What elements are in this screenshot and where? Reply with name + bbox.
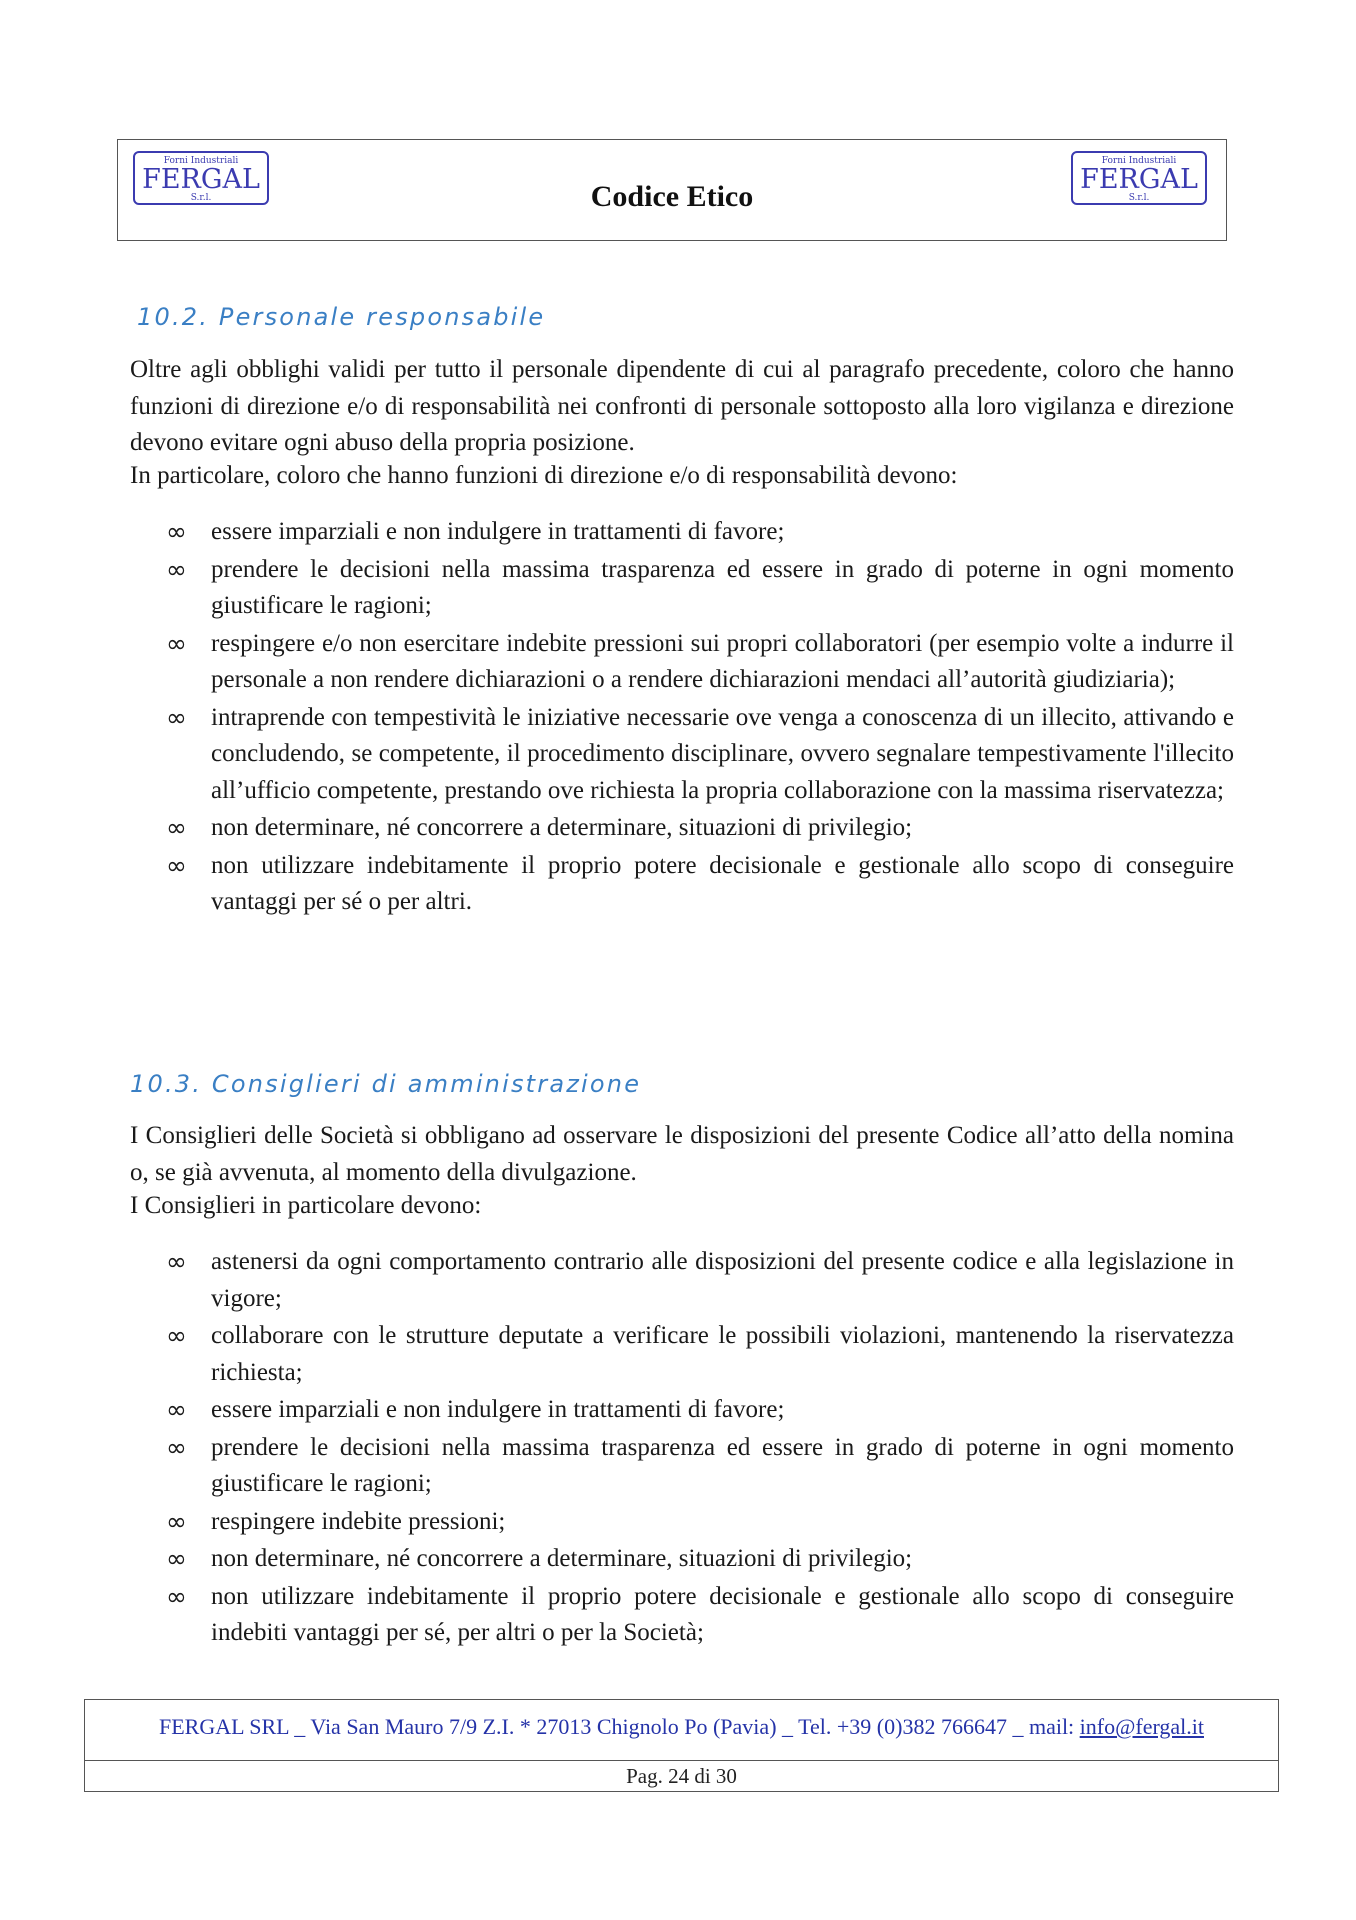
list-item: ∞ non utilizzare indebitamente il proprio potere decisionale e gestionale allo scopo di conseguire vantaggi per sé o per altri. (0, 848, 1234, 921)
list-item: ∞ non determinare, né concorrere a determinare, situazioni di privilegio; (0, 810, 1234, 847)
list-item: ∞ intraprende con tempestività le iniziative necessarie ove venga a conoscenza di un illecito, attivando e concludendo, se competente, il procedimento disciplinare, ovvero segnalare tempestivamente l'illecito all’ufficio competente, prestando ove richiesta la propria collaborazione con la massima riservatezza; (0, 700, 1234, 810)
infinity-bullet-icon: ∞ (166, 1321, 187, 1350)
list-item: ∞ non determinare, né concorrere a determinare, situazioni di privilegio; (0, 1541, 1234, 1578)
list-lead: I Consiglieri in particolare devono: (130, 1192, 482, 1219)
paragraph: I Consiglieri delle Società si obbligano ad osservare le disposizioni del presente Codice all’atto della nomina o, se già avvenuta, al momento della divulgazione. (130, 1122, 1234, 1186)
infinity-bullet-icon: ∞ (166, 517, 187, 546)
infinity-bullet-icon: ∞ (166, 1581, 187, 1611)
paragraph: Oltre agli obblighi validi per tutto il personale dipendente di cui al paragrafo precedente, coloro che hanno funzioni di direzione e/o di responsabilità nei confronti di personale sottoposto alla loro vigilanza e direzione devono evitare ogni abuso della propria posizione. (130, 356, 1234, 456)
page-number: Pag. 24 di 30 (626, 1764, 737, 1788)
infinity-bullet-icon: ∞ (166, 1395, 187, 1424)
infinity-bullet-icon: ∞ (166, 702, 187, 732)
logo-top-text: Forni Industriali (1101, 156, 1177, 166)
logo-top-text: Forni Industriali (163, 156, 239, 166)
infinity-bullet-icon: ∞ (166, 1506, 187, 1536)
logo-name: FERGAL (142, 164, 260, 195)
logo-suffix: S.r.l. (190, 193, 212, 203)
infinity-bullet-icon: ∞ (166, 813, 187, 842)
infinity-bullet-icon: ∞ (166, 554, 187, 584)
logo-name: FERGAL (1080, 164, 1198, 195)
list-item: ∞ collaborare con le strutture deputate a verificare le possibili violazioni, mantenendo la riservatezza richiesta; (0, 1318, 1234, 1391)
infinity-bullet-icon: ∞ (166, 1432, 187, 1462)
company-address: FERGAL SRL _ Via San Mauro 7/9 Z.I. * 27013 Chignolo Po (Pavia) _ Tel. +39 (0)382 766647 _ mail: (159, 1714, 1080, 1739)
list-lead: In particolare, coloro che hanno funzioni di direzione e/o di responsabilità devono: (130, 462, 958, 489)
section-heading: 10.3. Consiglieri di amministrazione (130, 1070, 642, 1098)
infinity-bullet-icon: ∞ (166, 628, 187, 658)
document-title: Codice Etico (590, 180, 754, 213)
list-item: ∞ respingere e/o non esercitare indebite pressioni sui propri collaboratori (per esempio volte a indurre il personale a non rendere dichiarazioni o a rendere dichiarazioni mendaci all’autorità giudiziaria); (0, 626, 1234, 699)
list-item: ∞ respingere indebite pressioni; (0, 1504, 1234, 1541)
page-footer (84, 1699, 1279, 1792)
list-item: ∞ essere imparziali e non indulgere in trattamenti di favore; (0, 1392, 1234, 1429)
bullet-list (0, 514, 1234, 922)
list-item: ∞ prendere le decisioni nella massima trasparenza ed essere in grado di poterne in ogni momento giustificare le ragioni; (0, 552, 1234, 625)
infinity-bullet-icon: ∞ (166, 850, 187, 880)
bullet-list (0, 1244, 1234, 1653)
footer-divider (85, 1760, 1278, 1761)
infinity-bullet-icon: ∞ (166, 1247, 187, 1276)
section-heading: 10.2. Personale responsabile (137, 303, 546, 331)
company-contact-line (85, 1714, 1278, 1740)
page-header (117, 139, 1227, 241)
logo-suffix: S.r.l. (1128, 193, 1150, 203)
list-item: ∞ prendere le decisioni nella massima trasparenza ed essere in grado di poterne in ogni momento giustificare le ragioni; (0, 1430, 1234, 1503)
list-item: ∞ essere imparziali e non indulgere in trattamenti di favore; (0, 514, 1234, 551)
email-link[interactable]: info@fergal.it (1079, 1714, 1204, 1739)
list-item: ∞ non utilizzare indebitamente il proprio potere decisionale e gestionale allo scopo di conseguire indebiti vantaggi per sé, per altri o per la Società; (0, 1579, 1234, 1652)
list-item: ∞ astenersi da ogni comportamento contrario alle disposizioni del presente codice e alla legislazione in vigore; (0, 1244, 1234, 1317)
infinity-bullet-icon: ∞ (166, 1544, 187, 1573)
fergal-logo (1070, 148, 1208, 208)
